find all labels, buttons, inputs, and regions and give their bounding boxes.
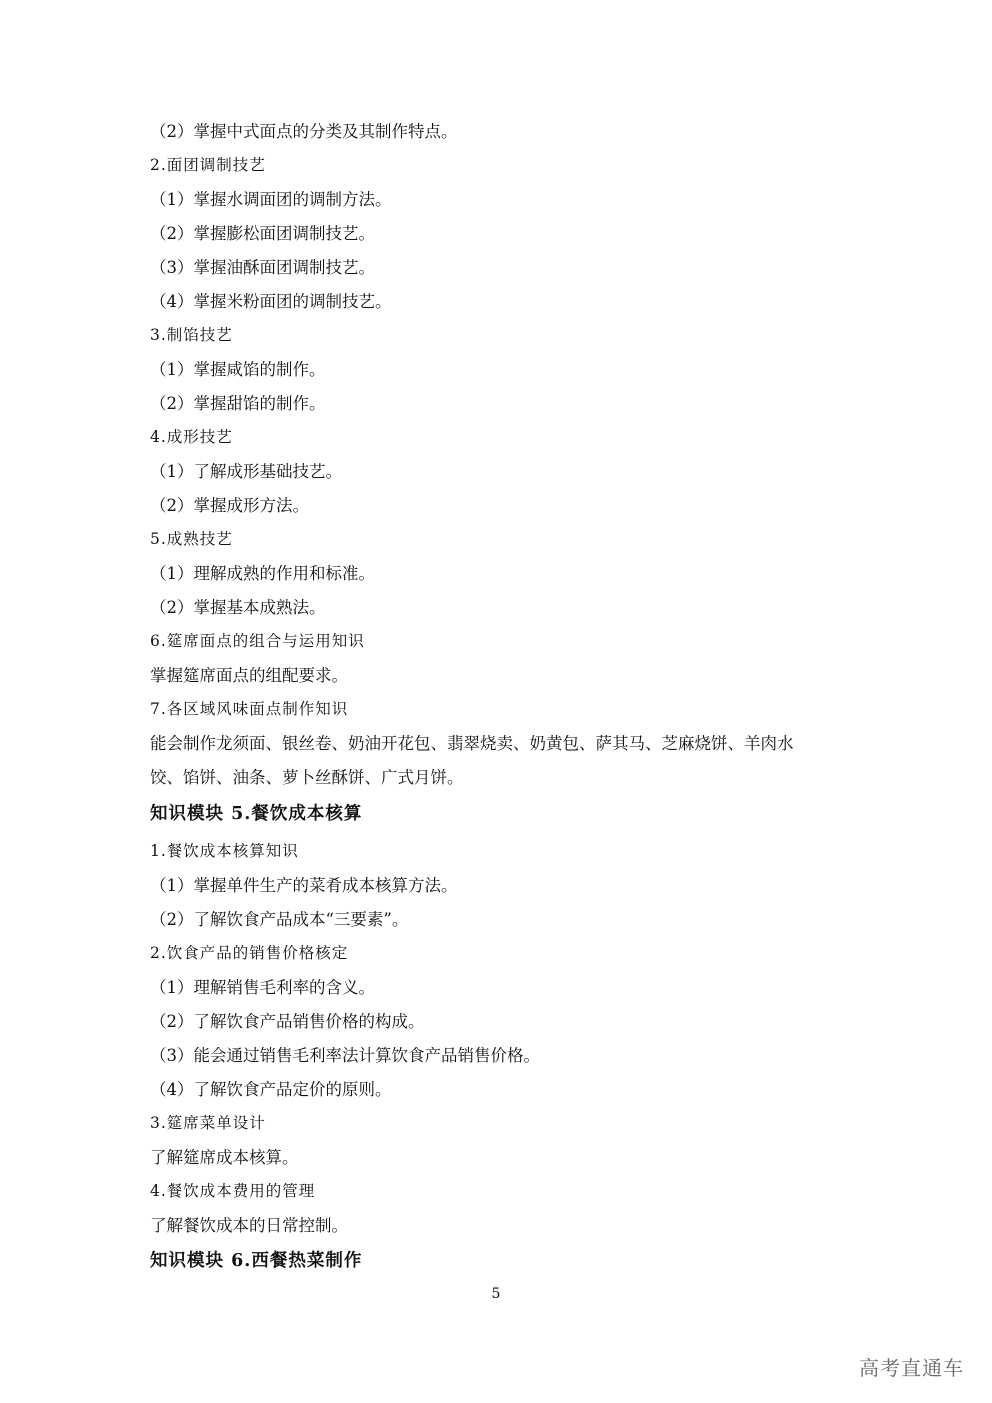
section-heading: 3.筵席菜单设计 bbox=[150, 1114, 266, 1132]
subitem-line: （4）掌握米粉面团的调制技艺。 bbox=[150, 292, 392, 311]
paragraph-line: 了解筵席成本核算。 bbox=[150, 1148, 299, 1167]
subitem-line: （2）掌握成形方法。 bbox=[150, 496, 309, 515]
module-heading: 知识模块 5.餐饮成本核算 bbox=[150, 804, 363, 824]
subitem-line: （2）了解饮食产品成本“三要素”。 bbox=[150, 910, 409, 929]
page-number: 5 bbox=[491, 1286, 501, 1302]
subitem-line: （2）掌握基本成熟法。 bbox=[150, 598, 326, 617]
subitem-line: （3）掌握油酥面团调制技艺。 bbox=[150, 258, 375, 277]
subitem-line: （1）理解成熟的作用和标准。 bbox=[150, 564, 375, 583]
subitem-line: （1）掌握咸馅的制作。 bbox=[150, 360, 326, 379]
paragraph-line: 饺、馅饼、油条、萝卜丝酥饼、广式月饼。 bbox=[150, 768, 464, 787]
section-heading: 4.餐饮成本费用的管理 bbox=[150, 1182, 316, 1200]
subitem-line: （1）了解成形基础技艺。 bbox=[150, 462, 342, 481]
watermark-text: 高考直通车 bbox=[859, 1356, 964, 1380]
section-heading: 3.制馅技艺 bbox=[150, 326, 233, 344]
section-heading: 7.各区域风味面点制作知识 bbox=[150, 700, 349, 718]
subitem-line: （1）掌握单件生产的菜肴成本核算方法。 bbox=[150, 876, 458, 895]
subitem-line: （1）理解销售毛利率的含义。 bbox=[150, 978, 375, 997]
subitem-line: （2）了解饮食产品销售价格的构成。 bbox=[150, 1012, 425, 1031]
section-heading: 6.筵席面点的组合与运用知识 bbox=[150, 632, 365, 650]
section-heading: 4.成形技艺 bbox=[150, 428, 233, 446]
module-heading: 知识模块 6.西餐热菜制作 bbox=[150, 1251, 363, 1271]
section-heading: 5.成熟技艺 bbox=[150, 530, 233, 548]
paragraph-line: 了解餐饮成本的日常控制。 bbox=[150, 1216, 348, 1235]
subitem-line: （4）了解饮食产品定价的原则。 bbox=[150, 1080, 392, 1099]
section-heading: 2.面团调制技艺 bbox=[150, 156, 266, 174]
paragraph-line: 掌握筵席面点的组配要求。 bbox=[150, 666, 348, 685]
subitem-line: （2）掌握甜馅的制作。 bbox=[150, 394, 326, 413]
subitem-line: （2）掌握中式面点的分类及其制作特点。 bbox=[150, 122, 458, 141]
paragraph-line: 能会制作龙须面、银丝卷、奶油开花包、翡翠烧卖、奶黄包、萨其马、芝麻烧饼、羊肉水 bbox=[150, 734, 794, 753]
section-heading: 2.饮食产品的销售价格核定 bbox=[150, 944, 349, 962]
section-heading: 1.餐饮成本核算知识 bbox=[150, 842, 299, 860]
subitem-line: （1）掌握水调面团的调制方法。 bbox=[150, 190, 392, 209]
subitem-line: （2）掌握膨松面团调制技艺。 bbox=[150, 224, 375, 243]
subitem-line: （3）能会通过销售毛利率法计算饮食产品销售价格。 bbox=[150, 1046, 540, 1065]
